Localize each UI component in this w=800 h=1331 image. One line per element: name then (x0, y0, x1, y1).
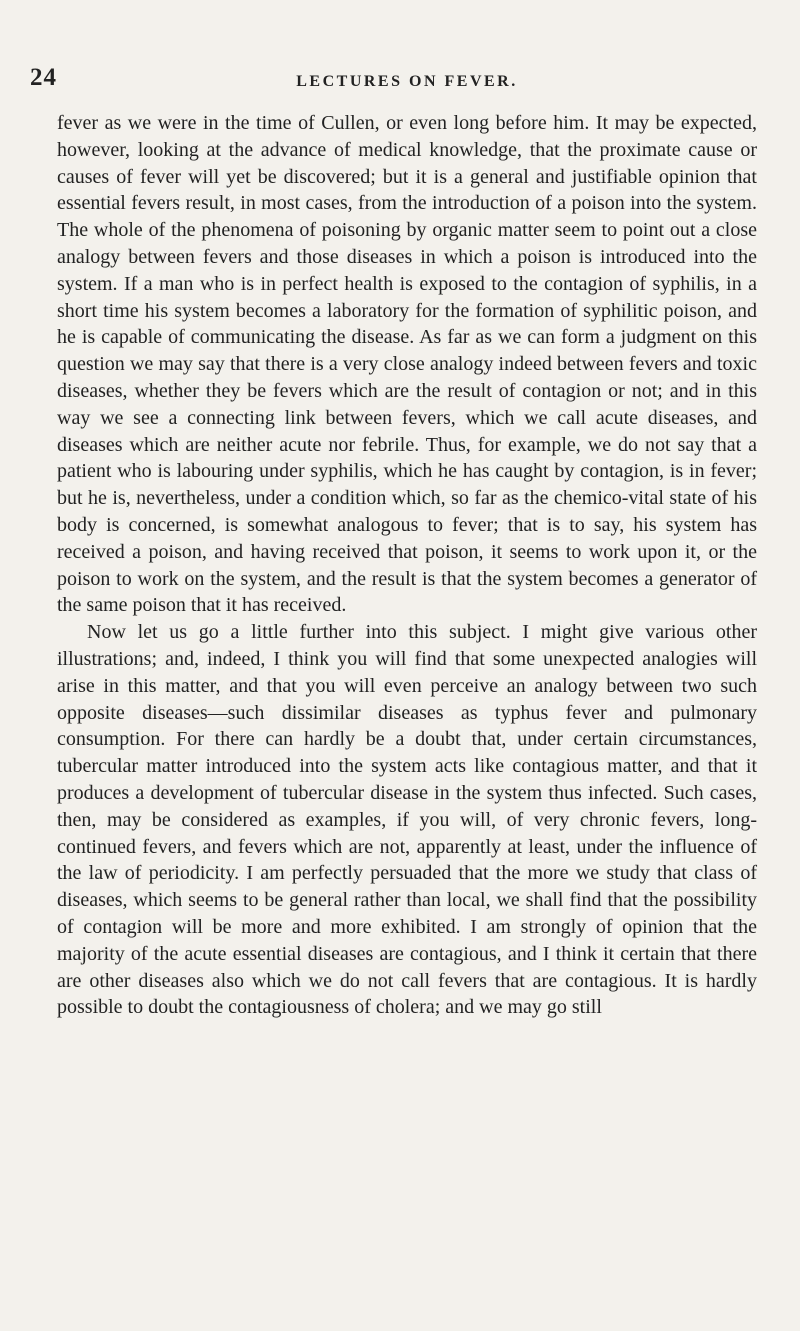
paragraph-1: fever as we were in the time of Cullen, or even long before him. It may be expected, however, looking at the advance of medical knowledge, that the proximate cause or causes of fever will yet be discovered; but it is a general and justifiable opinion that essential fevers result, in most cases, from the introduction of a poison into the system. The whole of the phenomena of poisoning by organic matter seem to point out a close analogy between fevers and those diseases in which a poison is introduced into the system. If a man who is in perfect health is exposed to the contagion of syphilis, in a short time his system becomes a laboratory for the formation of syphilitic poison, and he is capable of communicating the disease. As far as we can form a judgment on this question we may say that there is a very close analogy indeed between fevers and toxic diseases, whether they be fevers which are the result of contagion or not; and in this way we see a connecting link between fevers, which we call acute diseases, and diseases which are neither acute nor febrile. Thus, for example, we do not say that a patient who is labouring under syphilis, which he has caught by contagion, is in fever; but he is, nevertheless, under a condition which, so far as the chemico-vital state of his body is concerned, is somewhat analogous to fever; that is to say, his system has received a poison, and having received that poison, it seems to work upon it, or the poison to work on the system, and the result is that the system becomes a generator of the same poison that it has received. (57, 112, 757, 617)
body-text (57, 110, 757, 1021)
book-page (30, 64, 757, 1021)
page-number: 24 (30, 64, 57, 91)
paragraph-2: Now let us go a little further into this subject. I might give various other illustrations; and, indeed, I think you will find that some unexpected analogies will arise in this matter, and that you will even perceive an analogy between two such opposite diseases—such dissimilar diseases as typhus fever and pulmonary consumption. For there can hardly be a doubt that, under certain circumstances, tubercular matter introduced into the system acts like contagious matter, and that it produces a development of tubercular disease in the system thus infected. Such cases, then, may be considered as examples, if you will, of very chronic fevers, long-continued fevers, and fevers which are not, apparently at least, under the influence of the law of periodicity. I am perfectly persuaded that the more we study that class of diseases, which seems to be general rather than local, we shall find that the possibility of contagion will be more and more exhibited. I am strongly of opinion that the majority of the acute essential diseases are contagious, and I think it certain that there are other diseases also which we do not call fevers that are contagious. It is hardly possible to doubt the contagiousness of cholera; and we may go still (57, 621, 757, 1019)
running-title: LECTURES ON FEVER. (296, 73, 518, 90)
page-header (30, 64, 757, 100)
